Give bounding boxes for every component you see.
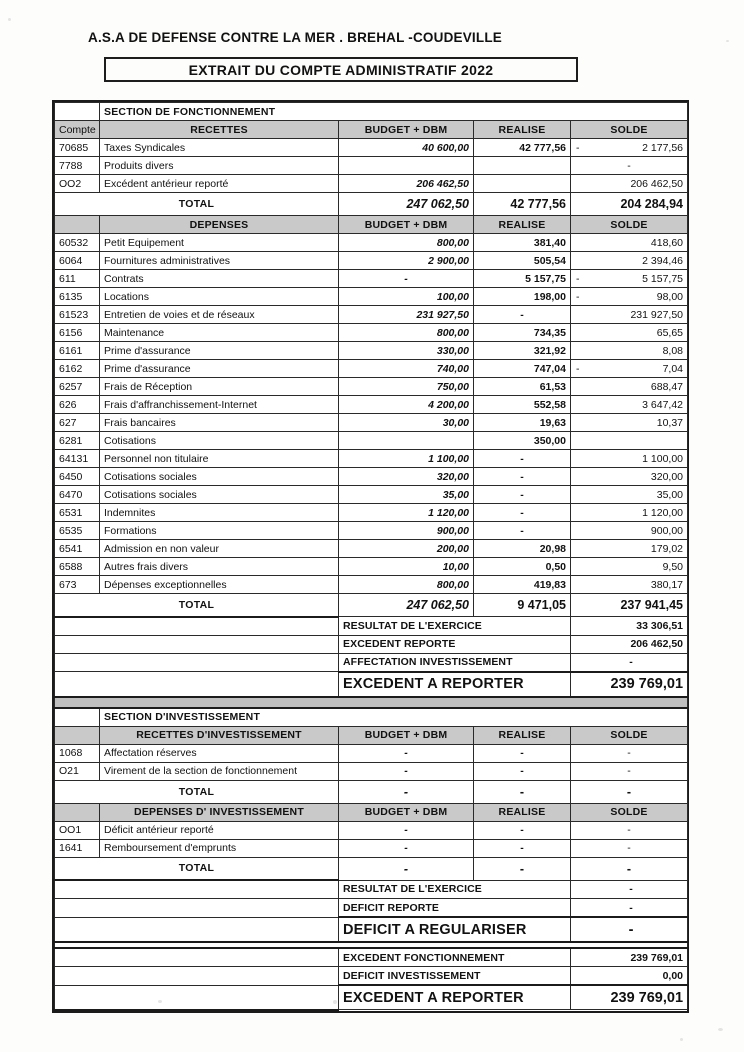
cell-budget: - — [339, 762, 474, 780]
table-row — [55, 762, 688, 780]
cell-budget: 100,00 — [339, 288, 474, 306]
result-value: - — [571, 917, 688, 942]
result-value: 239 769,01 — [571, 948, 688, 967]
value: 7,04 — [662, 362, 684, 375]
cell-solde: 65,65 — [571, 324, 688, 342]
cell-realise: 61,53 — [474, 378, 571, 396]
scan-speck — [718, 1028, 723, 1031]
table-row — [55, 139, 688, 157]
depenses-fonctionnement-header-row — [55, 216, 688, 234]
table-row — [55, 414, 688, 432]
cell-solde: 179,02 — [571, 540, 688, 558]
cell-compte: 6588 — [55, 558, 100, 576]
table-row — [55, 234, 688, 252]
cell-compte: O21 — [55, 762, 100, 780]
cell-libelle: Remboursement d'emprunts — [100, 839, 339, 857]
fonctionnement-result-row — [55, 653, 688, 672]
value: 98,00 — [656, 290, 684, 303]
column-header-realise: REALISE — [474, 216, 571, 234]
cell-compte: 611 — [55, 270, 100, 288]
depenses-investissement-total-row — [55, 857, 688, 880]
total-budget: - — [339, 857, 474, 880]
column-header-compte — [55, 726, 100, 744]
cell-solde: - — [571, 744, 688, 762]
accounts-table — [54, 102, 688, 1011]
result-value: 33 306,51 — [571, 617, 688, 636]
total-budget: 247 062,50 — [339, 594, 474, 617]
cell-compte: 70685 — [55, 139, 100, 157]
cell-libelle: Maintenance — [100, 324, 339, 342]
total-label: TOTAL — [55, 857, 339, 880]
table-row — [55, 270, 688, 288]
cell-budget: 740,00 — [339, 360, 474, 378]
cell-compte: 6161 — [55, 342, 100, 360]
cell-libelle: Locations — [100, 288, 339, 306]
table-row — [55, 360, 688, 378]
cell-budget: - — [339, 839, 474, 857]
column-header-label: RECETTES — [100, 121, 339, 139]
cell-libelle: Déficit antérieur reporté — [100, 821, 339, 839]
table-row — [55, 839, 688, 857]
result-value: - — [571, 899, 688, 918]
cell-budget: 750,00 — [339, 378, 474, 396]
result-blank-cell — [55, 985, 339, 1010]
cell-budget: - — [339, 270, 474, 288]
investissement-result-row — [55, 899, 688, 918]
result-label: EXCEDENT A REPORTER — [339, 672, 571, 697]
cell-realise: - — [474, 744, 571, 762]
cell-realise: - — [474, 821, 571, 839]
cell-budget: 4 200,00 — [339, 396, 474, 414]
cell-budget: 200,00 — [339, 540, 474, 558]
column-header-compte — [55, 803, 100, 821]
cell-budget: 1 120,00 — [339, 504, 474, 522]
cell-solde — [571, 139, 688, 157]
cell-libelle: Prime d'assurance — [100, 342, 339, 360]
table-row — [55, 252, 688, 270]
negative-sign: - — [576, 362, 580, 375]
document-subtitle-box — [104, 57, 578, 82]
cell-realise: 552,58 — [474, 396, 571, 414]
cell-compte: OO2 — [55, 175, 100, 193]
total-realise: - — [474, 780, 571, 803]
result-label: AFFECTATION INVESTISSEMENT — [339, 653, 571, 672]
cell-solde: 1 120,00 — [571, 504, 688, 522]
cell-libelle: Contrats — [100, 270, 339, 288]
negative-sign: - — [576, 290, 580, 303]
cell-libelle: Taxes Syndicales — [100, 139, 339, 157]
negative-sign: - — [576, 141, 580, 154]
cell-libelle: Admission en non valeur — [100, 540, 339, 558]
table-row — [55, 504, 688, 522]
cell-budget: 40 600,00 — [339, 139, 474, 157]
table-row — [55, 744, 688, 762]
cell-compte: 6156 — [55, 324, 100, 342]
cell-budget: 330,00 — [339, 342, 474, 360]
cell-realise: - — [474, 839, 571, 857]
result-blank-cell — [55, 917, 339, 942]
cell-libelle: Affectation réserves — [100, 744, 339, 762]
cell-compte: 626 — [55, 396, 100, 414]
total-label: TOTAL — [55, 193, 339, 216]
column-header-realise: REALISE — [474, 121, 571, 139]
result-blank-cell — [55, 672, 339, 697]
cell-budget — [339, 157, 474, 175]
column-header-budget: BUDGET + DBM — [339, 121, 474, 139]
cell-compte: 6281 — [55, 432, 100, 450]
cell-solde: - — [571, 839, 688, 857]
cell-compte: 673 — [55, 576, 100, 594]
investissement-title-row — [55, 708, 688, 727]
fonctionnement-investissement-separator — [55, 697, 688, 708]
column-header-budget: BUDGET + DBM — [339, 726, 474, 744]
recettes-fonctionnement-header-row — [55, 121, 688, 139]
cell-libelle: Cotisations sociales — [100, 468, 339, 486]
column-header-solde: SOLDE — [571, 121, 688, 139]
result-label: DEFICIT INVESTISSEMENT — [339, 967, 571, 986]
table-row — [55, 342, 688, 360]
depenses-fonctionnement-total-row — [55, 594, 688, 617]
result-value: 239 769,01 — [571, 672, 688, 697]
total-realise: 9 471,05 — [474, 594, 571, 617]
cell-realise: 19,63 — [474, 414, 571, 432]
cell-budget: 35,00 — [339, 486, 474, 504]
cell-compte: 6450 — [55, 468, 100, 486]
fonctionnement-result-row — [55, 672, 688, 697]
table-row — [55, 468, 688, 486]
table-row — [55, 540, 688, 558]
cell-realise: 381,40 — [474, 234, 571, 252]
cell-solde: 3 647,42 — [571, 396, 688, 414]
cell-libelle: Entretien de voies et de réseaux — [100, 306, 339, 324]
cell-realise: - — [474, 504, 571, 522]
investissement-title: SECTION D'INVESTISSEMENT — [100, 708, 688, 727]
cell-libelle: Prime d'assurance — [100, 360, 339, 378]
scan-speck — [8, 18, 11, 21]
cell-solde: 35,00 — [571, 486, 688, 504]
cell-realise: - — [474, 468, 571, 486]
table-row — [55, 576, 688, 594]
recettes-investissement-header-row — [55, 726, 688, 744]
fonctionnement-title-row — [55, 103, 688, 121]
cell-libelle: Petit Equipement — [100, 234, 339, 252]
column-header-solde: SOLDE — [571, 803, 688, 821]
cell-budget: 900,00 — [339, 522, 474, 540]
cell-compte: 6064 — [55, 252, 100, 270]
cell-compte: 60532 — [55, 234, 100, 252]
table-row — [55, 450, 688, 468]
cell-solde — [571, 270, 688, 288]
table-row — [55, 288, 688, 306]
cell-compte: 6257 — [55, 378, 100, 396]
column-header-label: RECETTES D'INVESTISSEMENT — [100, 726, 339, 744]
cell-libelle: Excédent antérieur reporté — [100, 175, 339, 193]
table-row — [55, 432, 688, 450]
cell-budget: 10,00 — [339, 558, 474, 576]
table-row — [55, 175, 688, 193]
table-row — [55, 157, 688, 175]
cell-budget: - — [339, 744, 474, 762]
scan-speck — [726, 40, 729, 42]
cell-budget: 206 462,50 — [339, 175, 474, 193]
recettes-fonctionnement-total-row — [55, 193, 688, 216]
cell-realise — [474, 157, 571, 175]
cell-budget: - — [339, 821, 474, 839]
cell-compte: 6162 — [55, 360, 100, 378]
recapitulatif-result-row — [55, 948, 688, 967]
cell-solde: 688,47 — [571, 378, 688, 396]
total-solde: 237 941,45 — [571, 594, 688, 617]
cell-realise: 5 157,75 — [474, 270, 571, 288]
cell-libelle: Produits divers — [100, 157, 339, 175]
result-label: DEFICIT A REGULARISER — [339, 917, 571, 942]
column-header-realise: REALISE — [474, 726, 571, 744]
result-label: RESULTAT DE L'EXERCICE — [339, 880, 571, 899]
cell-budget: 800,00 — [339, 576, 474, 594]
total-solde: 204 284,94 — [571, 193, 688, 216]
cell-realise: 747,04 — [474, 360, 571, 378]
cell-budget: 800,00 — [339, 234, 474, 252]
cell-budget: 1 100,00 — [339, 450, 474, 468]
cell-budget: 320,00 — [339, 468, 474, 486]
cell-compte: 6135 — [55, 288, 100, 306]
total-label: TOTAL — [55, 594, 339, 617]
result-label: EXCEDENT FONCTIONNEMENT — [339, 948, 571, 967]
result-value: 0,00 — [571, 967, 688, 986]
cell-solde — [571, 360, 688, 378]
cell-realise: 734,35 — [474, 324, 571, 342]
column-header-realise: REALISE — [474, 803, 571, 821]
cell-solde: 231 927,50 — [571, 306, 688, 324]
cell-libelle: Frais d'affranchissement-Internet — [100, 396, 339, 414]
column-header-compte: Compte — [55, 121, 100, 139]
cell-solde: 1 100,00 — [571, 450, 688, 468]
cell-compte: 1641 — [55, 839, 100, 857]
cell-libelle: Autres frais divers — [100, 558, 339, 576]
cell-libelle: Dépenses exceptionnelles — [100, 576, 339, 594]
column-header-label: DEPENSES — [100, 216, 339, 234]
cell-realise: 0,50 — [474, 558, 571, 576]
cell-compte: 61523 — [55, 306, 100, 324]
cell-compte: 6531 — [55, 504, 100, 522]
cell-realise: 321,92 — [474, 342, 571, 360]
cell-budget: 2 900,00 — [339, 252, 474, 270]
cell-solde: 418,60 — [571, 234, 688, 252]
cell-libelle: Frais bancaires — [100, 414, 339, 432]
recapitulatif-result-row — [55, 967, 688, 986]
cell-compte: 627 — [55, 414, 100, 432]
result-blank-cell — [55, 880, 339, 899]
result-blank-cell — [55, 948, 339, 967]
investissement-result-row — [55, 917, 688, 942]
cell-realise: 505,54 — [474, 252, 571, 270]
cell-compte: 6535 — [55, 522, 100, 540]
result-value: - — [571, 880, 688, 899]
accounts-table-body — [55, 103, 688, 1010]
total-realise: - — [474, 857, 571, 880]
cell-libelle: Personnel non titulaire — [100, 450, 339, 468]
table-row — [55, 486, 688, 504]
cell-compte: 6541 — [55, 540, 100, 558]
cell-realise: 20,98 — [474, 540, 571, 558]
result-blank-cell — [55, 617, 339, 636]
negative-sign: - — [576, 272, 580, 285]
cell-solde: 320,00 — [571, 468, 688, 486]
document-subtitle: EXTRAIT DU COMPTE ADMINISTRATIF 2022 — [188, 61, 494, 78]
cell-budget: 800,00 — [339, 324, 474, 342]
total-label: TOTAL — [55, 780, 339, 803]
cell-solde: 8,08 — [571, 342, 688, 360]
table-row — [55, 522, 688, 540]
cell-realise: - — [474, 522, 571, 540]
result-label: RESULTAT DE L'EXERCICE — [339, 617, 571, 636]
result-blank-cell — [55, 899, 339, 918]
fonctionnement-result-row — [55, 617, 688, 636]
column-header-solde: SOLDE — [571, 726, 688, 744]
table-row — [55, 306, 688, 324]
document-title: A.S.A DE DEFENSE CONTRE LA MER . BREHAL -COUDEVILLE — [88, 30, 502, 45]
result-label: EXCEDENT A REPORTER — [339, 985, 571, 1010]
table-row — [55, 378, 688, 396]
fonctionnement-result-row — [55, 635, 688, 653]
total-solde: - — [571, 780, 688, 803]
cell-compte: 1068 — [55, 744, 100, 762]
scan-speck — [680, 1038, 683, 1041]
investissement-result-row — [55, 880, 688, 899]
table-row — [55, 324, 688, 342]
cell-solde: 2 394,46 — [571, 252, 688, 270]
total-budget: - — [339, 780, 474, 803]
result-label: DEFICIT REPORTE — [339, 899, 571, 918]
cell-realise: 419,83 — [474, 576, 571, 594]
column-header-budget: BUDGET + DBM — [339, 803, 474, 821]
result-value: 239 769,01 — [571, 985, 688, 1010]
cell-solde: - — [571, 762, 688, 780]
depenses-investissement-header-row — [55, 803, 688, 821]
section-separator-band — [55, 697, 688, 708]
cell-libelle: Cotisations — [100, 432, 339, 450]
cell-realise: 350,00 — [474, 432, 571, 450]
scan-speck — [333, 1000, 337, 1004]
cell-libelle: Fournitures administratives — [100, 252, 339, 270]
cell-budget: 231 927,50 — [339, 306, 474, 324]
cell-budget: 30,00 — [339, 414, 474, 432]
fonctionnement-title: SECTION DE FONCTIONNEMENT — [100, 103, 688, 121]
total-solde: - — [571, 857, 688, 880]
cell-solde: - — [571, 821, 688, 839]
cell-realise: 42 777,56 — [474, 139, 571, 157]
cell-compte: 7788 — [55, 157, 100, 175]
cell-solde: 380,17 — [571, 576, 688, 594]
cell-solde — [571, 432, 688, 450]
column-header-solde: SOLDE — [571, 216, 688, 234]
cell-compte: 6470 — [55, 486, 100, 504]
column-header-compte — [55, 216, 100, 234]
cell-budget — [339, 432, 474, 450]
accounts-table-frame — [52, 100, 689, 1013]
recettes-investissement-total-row — [55, 780, 688, 803]
cell-libelle: Indemnites — [100, 504, 339, 522]
cell-libelle: Frais de Réception — [100, 378, 339, 396]
cell-solde: 900,00 — [571, 522, 688, 540]
spacer-cell — [55, 103, 100, 121]
cell-solde — [571, 288, 688, 306]
cell-libelle: Cotisations sociales — [100, 486, 339, 504]
table-row — [55, 396, 688, 414]
total-realise: 42 777,56 — [474, 193, 571, 216]
cell-solde: 10,37 — [571, 414, 688, 432]
scan-speck — [158, 1000, 162, 1003]
result-blank-cell — [55, 635, 339, 653]
cell-realise: - — [474, 486, 571, 504]
table-row — [55, 821, 688, 839]
cell-libelle: Formations — [100, 522, 339, 540]
cell-realise — [474, 175, 571, 193]
cell-compte: 64131 — [55, 450, 100, 468]
cell-solde: 206 462,50 — [571, 175, 688, 193]
value: 2 177,56 — [642, 141, 684, 154]
result-label: EXCEDENT REPORTE — [339, 635, 571, 653]
column-header-budget: BUDGET + DBM — [339, 216, 474, 234]
spacer-cell — [55, 708, 100, 727]
cell-solde: 9,50 — [571, 558, 688, 576]
cell-solde: - — [571, 157, 688, 175]
table-row — [55, 558, 688, 576]
result-blank-cell — [55, 653, 339, 672]
cell-realise: - — [474, 306, 571, 324]
cell-compte: OO1 — [55, 821, 100, 839]
cell-realise: - — [474, 450, 571, 468]
total-budget: 247 062,50 — [339, 193, 474, 216]
result-value: 206 462,50 — [571, 635, 688, 653]
column-header-label: DEPENSES D' INVESTISSEMENT — [100, 803, 339, 821]
cell-realise: 198,00 — [474, 288, 571, 306]
value: 5 157,75 — [642, 272, 684, 285]
recapitulatif-result-row — [55, 985, 688, 1010]
result-value: - — [571, 653, 688, 672]
result-blank-cell — [55, 967, 339, 986]
cell-realise: - — [474, 762, 571, 780]
cell-libelle: Virement de la section de fonctionnement — [100, 762, 339, 780]
